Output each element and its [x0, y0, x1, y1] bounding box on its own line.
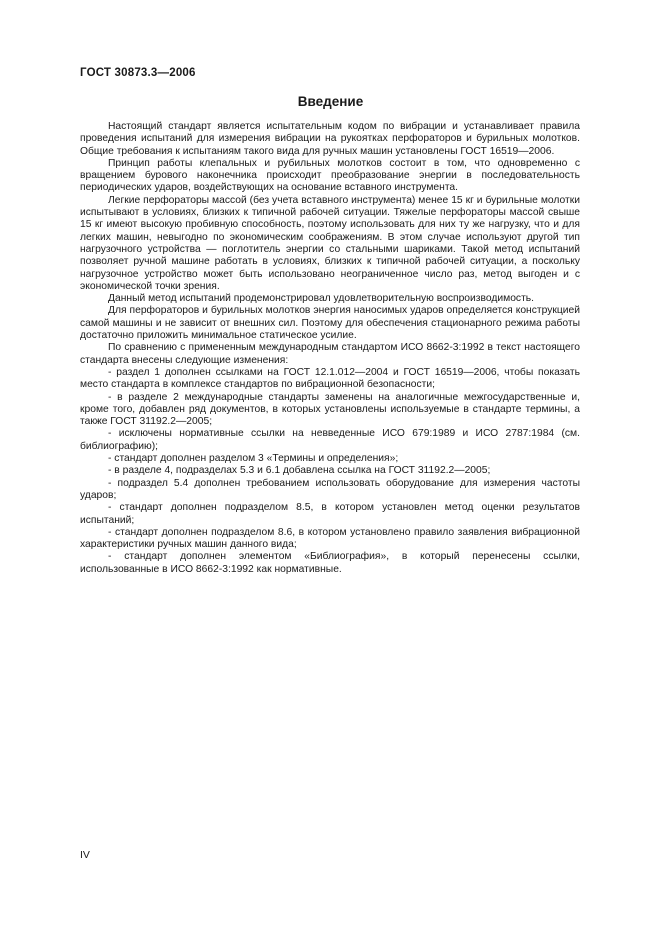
list-item-change: - стандарт дополнен подразделом 8.6, в котором установлено правило заявления вибрационной характеристики ручных машин данного вида;: [80, 526, 580, 551]
document-body: [80, 121, 580, 576]
paragraph-perforators: Легкие перфораторы массой (без учета вставного инструмента) менее 15 кг и бурильные молотки испытывают в условиях, близких к типичной рабочей ситуации. Тяжелые перфораторы массой свыше 15 кг имеют высокую пробивную способность, поэтому использовать для них ту же нагрузку, что и для легких машин, невыгодно по экономическим соображениям. В этом случае используют другой тип нагрузочного устройства — поглотитель энергии со стальными шариками. Такой метод испытаний позволяет ручной машине работать в условиях, близких к типичной рабочей ситуации, а поскольку нагрузочное устройство может быть использовано неограниченное число раз, метод выгоден и с экономической точки зрения.: [80, 194, 580, 292]
document-header: ГОСТ 30873.3—2006: [80, 67, 196, 79]
list-item-change: - стандарт дополнен элементом «Библиография», в который перенесены ссылки, использованные в ИСО 8662-3:1992 как нормативные.: [80, 551, 580, 575]
list-item-change: - стандарт дополнен подразделом 8.5, в котором установлен метод оценки результатов испытаний;: [80, 502, 580, 526]
paragraph-principle: Принцип работы клепальных и рубильных молотков состоит в том, что одновременно с вращением бурового наконечника происходит преобразование энергии в последовательность периодических ударов, воздействующих на основание вставного инструмента.: [80, 157, 580, 194]
section-title: Введение: [297, 94, 364, 109]
list-item-change: - в разделе 4, подразделах 5.3 и 6.1 добавлена ссылка на ГОСТ 31192.2—2005;: [108, 465, 491, 477]
paragraph-intro: Настоящий стандарт является испытательным кодом по вибрации и устанавливает правила проведения испытаний для измерения вибрации на рукоятках перфораторов и бурильных молотков. Общие требования к испытаниям такого вида для ручных машин установлены ГОСТ 16519—2006.: [80, 121, 580, 157]
list-item-change: - исключены нормативные ссылки на невведенные ИСО 679:1989 и ИСО 2787:1984 (см. библиографию);: [80, 428, 580, 452]
paragraph-changes-intro: По сравнению с примененным международным стандартом ИСО 8662-3:1992 в текст настоящего стандарта внесены следующие изменения:: [80, 342, 580, 366]
list-item-change: - стандарт дополнен разделом 3 «Термины и определения»;: [108, 453, 399, 465]
list-item-change: - подраздел 5.4 дополнен требованием использовать оборудование для измерения частоты ударов;: [80, 477, 580, 501]
paragraph-reproducibility: Данный метод испытаний продемонстрировал удовлетворительную воспроизводимость.: [108, 293, 535, 305]
page-number: IV: [80, 849, 90, 861]
list-item-change: - раздел 1 дополнен ссылками на ГОСТ 12.1.012—2004 и ГОСТ 16519—2006, чтобы показать место стандарта в комплексе стандартов по вибрационной безопасности;: [80, 366, 580, 391]
list-item-change: - в разделе 2 международные стандарты заменены на аналогичные межгосударственные и, кроме того, добавлен ряд документов, в которых установлены используемые в стандарте термины, а также ГОСТ 31192.2—2005;: [80, 391, 580, 428]
paragraph-impact-energy: Для перфораторов и бурильных молотков энергия наносимых ударов определяется конструкцией самой машины и не зависит от внешних сил. Поэтому для обеспечения стационарного режима работы достаточно приложить минимальное статическое усилие.: [80, 305, 580, 342]
